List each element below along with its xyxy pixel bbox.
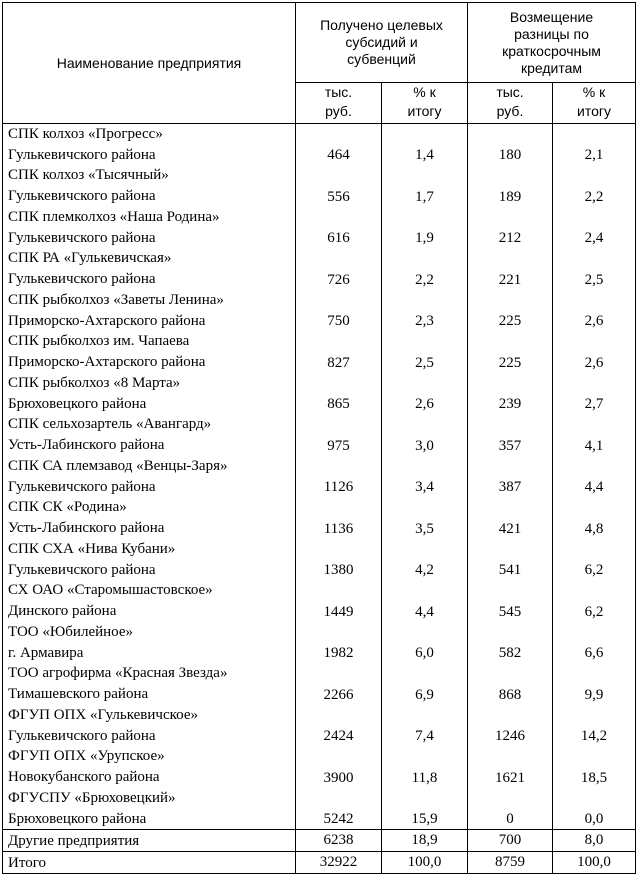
compensation-percent: 2,6: [553, 290, 636, 332]
subsidies-percent: 6,9: [382, 663, 468, 705]
company-title: СПК СА племзавод «Венцы-Заря»: [8, 457, 228, 474]
company-title: СПК колхоз «Прогресс»: [8, 126, 163, 142]
subsidies-percent: 1,9: [382, 207, 468, 249]
compensation-value: 225: [468, 331, 553, 373]
subsidies-value: 975: [296, 414, 382, 456]
company-district: Брюховецкого района: [8, 810, 147, 827]
subsidies-percent: 3,5: [382, 497, 468, 539]
company-district: Гулькевичского района: [8, 478, 156, 495]
company-name: [3, 248, 296, 290]
subsidies-value: 556: [296, 165, 382, 207]
company-name: [3, 207, 296, 249]
subsidies-percent: 3,4: [382, 456, 468, 498]
company-name: [3, 497, 296, 539]
unit-header-sub-pct: % к итогу: [382, 83, 468, 124]
subsidies-value: 726: [296, 248, 382, 290]
company-title: ТОО агрофирма «Красная Звезда»: [8, 665, 228, 682]
company-title: СПК рыбколхоз им. Чапаева: [8, 333, 190, 350]
company-name: [3, 622, 296, 664]
table-row: [3, 248, 636, 290]
compensation-percent: 14,2: [553, 705, 636, 747]
compensation-percent: 6,6: [553, 622, 636, 664]
subsidies-value: 5242: [296, 788, 382, 830]
company-name: [3, 705, 296, 747]
subsidies-percent: 1,4: [382, 124, 468, 166]
company-district: Новокубанского района: [8, 769, 160, 786]
subsidies-value: 2424: [296, 705, 382, 747]
company-name: [3, 414, 296, 456]
subsidies-value: 2266: [296, 663, 382, 705]
company-name: [3, 663, 296, 705]
table-row: [3, 663, 636, 705]
table-row: [3, 331, 636, 373]
company-district: Приморско-Ахтарского района: [8, 312, 206, 329]
table-row: [3, 290, 636, 332]
company-name: [3, 580, 296, 622]
other-name: Другие предприятия: [3, 830, 296, 852]
total-comp: 8759: [468, 852, 553, 874]
column-header-name: Наименование предприятия: [3, 3, 296, 124]
subsidies-value: 1449: [296, 580, 382, 622]
company-title: ТОО «Юбилейное»: [8, 623, 133, 640]
company-title: СПК племколхоз «Наша Родина»: [8, 208, 220, 225]
company-title: СХ ОАО «Старомышастовское»: [8, 582, 213, 599]
company-district: Гулькевичского района: [8, 271, 156, 288]
table-footer: [3, 830, 636, 874]
other-row: [3, 830, 636, 852]
compensation-percent: 4,1: [553, 414, 636, 456]
company-name: [3, 165, 296, 207]
total-row: [3, 852, 636, 874]
company-title: СПК СК «Родина»: [8, 499, 127, 516]
table-row: [3, 414, 636, 456]
other-comp: 700: [468, 830, 553, 852]
subsidies-percent: 11,8: [382, 746, 468, 788]
table-row: [3, 456, 636, 498]
subsidies-percent: 3,0: [382, 414, 468, 456]
subsidies-percent: 6,0: [382, 622, 468, 664]
table-row: [3, 497, 636, 539]
other-sub-pct: 18,9: [382, 830, 468, 852]
company-district: Гулькевичского района: [8, 727, 156, 744]
subsidies-percent: 15,9: [382, 788, 468, 830]
company-district: Тимашевского района: [8, 686, 149, 703]
total-comp-pct: 100,0: [553, 852, 636, 874]
company-name: [3, 788, 296, 830]
total-sub-pct: 100,0: [382, 852, 468, 874]
compensation-value: 212: [468, 207, 553, 249]
compensation-percent: 6,2: [553, 580, 636, 622]
table-row: [3, 788, 636, 830]
other-comp-pct: 8,0: [553, 830, 636, 852]
table-row: [3, 746, 636, 788]
compensation-percent: 2,2: [553, 165, 636, 207]
company-name: [3, 456, 296, 498]
subsidies-percent: 2,5: [382, 331, 468, 373]
company-district: Гулькевичского района: [8, 229, 156, 246]
subsidies-percent: 1,7: [382, 165, 468, 207]
subsidies-percent: 7,4: [382, 705, 468, 747]
compensation-value: 421: [468, 497, 553, 539]
company-district: Усть-Лабинского района: [8, 437, 165, 454]
subsidies-value: 3900: [296, 746, 382, 788]
compensation-value: 180: [468, 124, 553, 166]
compensation-percent: 18,5: [553, 746, 636, 788]
unit-header-sub-abs: тыс. руб.: [296, 83, 382, 124]
table-body: [3, 124, 636, 830]
subsidies-value: 1136: [296, 497, 382, 539]
compensation-value: 0: [468, 788, 553, 830]
unit-header-comp-pct: % к итогу: [553, 83, 636, 124]
company-name: [3, 746, 296, 788]
compensation-value: 387: [468, 456, 553, 498]
compensation-value: 545: [468, 580, 553, 622]
company-name: [3, 539, 296, 581]
compensation-value: 239: [468, 373, 553, 415]
company-district: Динского района: [8, 603, 117, 620]
company-name: [3, 290, 296, 332]
table-row: [3, 539, 636, 581]
company-title: СПК СХА «Нива Кубани»: [8, 540, 176, 557]
company-name: [3, 331, 296, 373]
company-district: Приморско-Ахтарского района: [8, 354, 206, 371]
total-sub: 32922: [296, 852, 382, 874]
subsidies-percent: 4,2: [382, 539, 468, 581]
company-title: СПК РА «Гулькевичская»: [8, 250, 172, 267]
table-row: [3, 622, 636, 664]
compensation-percent: 2,4: [553, 207, 636, 249]
company-district: Брюховецкого района: [8, 395, 147, 412]
unit-header-comp-abs: тыс. руб.: [468, 83, 553, 124]
compensation-percent: 9,9: [553, 663, 636, 705]
table-row: [3, 124, 636, 166]
subsidies-percent: 4,4: [382, 580, 468, 622]
subsidies-value: 827: [296, 331, 382, 373]
subsidies-value: 1126: [296, 456, 382, 498]
subsidies-value: 750: [296, 290, 382, 332]
column-header-subsidies: Получено целевых субсидий и субвенций: [296, 3, 468, 83]
compensation-percent: 0,0: [553, 788, 636, 830]
compensation-percent: 2,6: [553, 331, 636, 373]
company-district: Гулькевичского района: [8, 561, 156, 578]
subsidies-value: 865: [296, 373, 382, 415]
compensation-value: 1621: [468, 746, 553, 788]
table-row: [3, 165, 636, 207]
compensation-value: 582: [468, 622, 553, 664]
column-header-compensation: Возмещение разницы по краткосрочным кредитам: [468, 3, 636, 83]
compensation-value: 357: [468, 414, 553, 456]
company-title: СПК рыбколхоз «Заветы Ленина»: [8, 291, 224, 308]
company-title: ФГУП ОПХ «Гулькевичское»: [8, 706, 198, 723]
subsidies-percent: 2,3: [382, 290, 468, 332]
company-title: ФГУП ОПХ «Урупское»: [8, 748, 165, 765]
table-row: [3, 580, 636, 622]
company-district: Усть-Лабинского района: [8, 520, 165, 537]
company-district: г. Армавира: [8, 644, 84, 661]
other-sub: 6238: [296, 830, 382, 852]
subsidies-table: [2, 2, 636, 874]
subsidies-value: 464: [296, 124, 382, 166]
compensation-percent: 2,1: [553, 124, 636, 166]
company-title: СПК сельхозартель «Авангард»: [8, 416, 212, 433]
compensation-value: 541: [468, 539, 553, 581]
company-name: [3, 373, 296, 415]
company-title: СПК рыбколхоз «8 Марта»: [8, 374, 181, 391]
subsidies-percent: 2,2: [382, 248, 468, 290]
compensation-value: 189: [468, 165, 553, 207]
company-name: [3, 124, 296, 166]
compensation-percent: 4,4: [553, 456, 636, 498]
compensation-percent: 2,5: [553, 248, 636, 290]
table-row: [3, 207, 636, 249]
compensation-value: 1246: [468, 705, 553, 747]
compensation-value: 868: [468, 663, 553, 705]
compensation-value: 221: [468, 248, 553, 290]
company-district: Гулькевичского района: [8, 146, 156, 163]
subsidies-value: 616: [296, 207, 382, 249]
subsidies-percent: 2,6: [382, 373, 468, 415]
compensation-percent: 6,2: [553, 539, 636, 581]
total-name: Итого: [3, 852, 296, 874]
compensation-percent: 4,8: [553, 497, 636, 539]
compensation-value: 225: [468, 290, 553, 332]
subsidies-value: 1982: [296, 622, 382, 664]
company-district: Гулькевичского района: [8, 188, 156, 205]
subsidies-value: 1380: [296, 539, 382, 581]
company-title: ФГУСПУ «Брюховецкий»: [8, 789, 176, 806]
table-row: [3, 373, 636, 415]
company-title: СПК колхоз «Тысячный»: [8, 167, 169, 184]
compensation-percent: 2,7: [553, 373, 636, 415]
table-row: [3, 705, 636, 747]
table-header: [3, 3, 636, 124]
